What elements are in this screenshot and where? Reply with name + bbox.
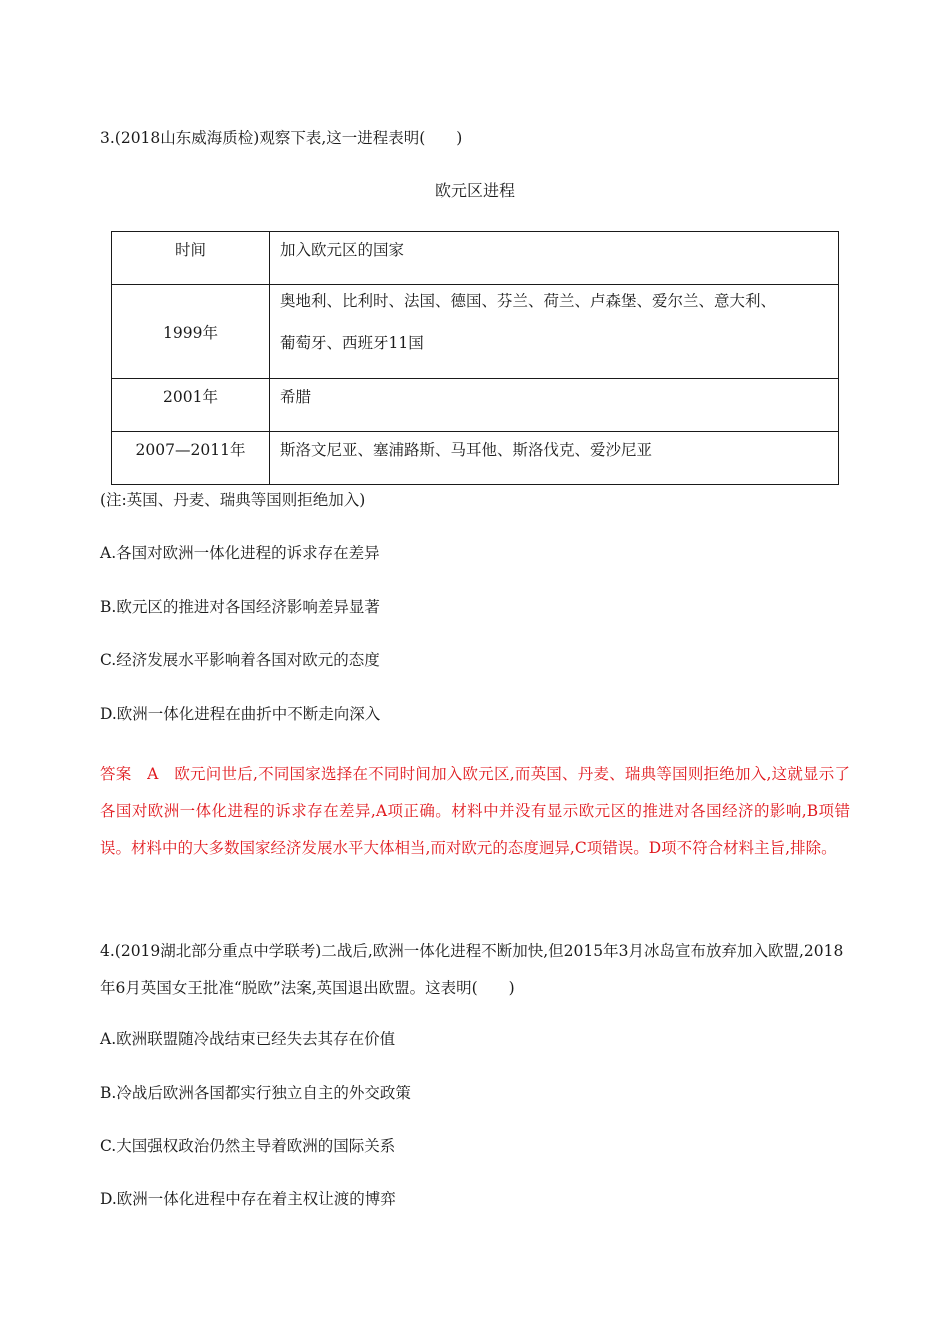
option-b: B.欧元区的推进对各国经济影响差异显著 [100, 598, 380, 616]
table-header-row [112, 232, 839, 285]
header-countries: 加入欧元区的国家 [270, 232, 839, 285]
table-row [112, 432, 839, 485]
row-countries: 斯洛文尼亚、塞浦路斯、马耳他、斯洛伐克、爱沙尼亚 [270, 432, 839, 485]
row-countries-line: 葡萄牙、西班牙11国 [280, 334, 424, 352]
question-3-stem: 3.(2018山东威海质检)观察下表,这一进程表明( ) [100, 129, 463, 147]
option-c: C.经济发展水平影响着各国对欧元的态度 [100, 651, 380, 669]
row-countries: 希腊 [270, 379, 839, 432]
table-row [112, 285, 839, 379]
option-d: D.欧洲一体化进程中存在着主权让渡的博弈 [100, 1190, 396, 1208]
table-row [112, 379, 839, 432]
row-countries-line: 奥地利、比利时、法国、德国、芬兰、荷兰、卢森堡、爱尔兰、意大利、 [280, 292, 777, 310]
row-time: 2001年 [112, 379, 270, 432]
table-caption: 欧元区进程 [434, 181, 515, 200]
option-c: C.大国强权政治仍然主导着欧洲的国际关系 [100, 1137, 396, 1155]
row-countries [270, 285, 839, 379]
question-4-stem: 4.(2019湖北部分重点中学联考)二战后,欧洲一体化进程不断加快,但2015年3月冰岛宣布放弃加入欧盟,2018年6月英国女王批准“脱欧”法案,英国退出欧盟。这表明( ) [100, 942, 844, 997]
option-d: D.欧洲一体化进程在曲折中不断走向深入 [100, 705, 381, 723]
eurozone-table [111, 231, 839, 485]
option-b: B.冷战后欧洲各国都实行独立自主的外交政策 [100, 1084, 411, 1102]
option-a: A.各国对欧洲一体化进程的诉求存在差异 [100, 544, 380, 562]
answer-explanation: 答案 A 欧元问世后,不同国家选择在不同时间加入欧元区,而英国、丹麦、瑞典等国则拒绝加入,这就显示了各国对欧洲一体化进程的诉求存在差异,A项正确。材料中并没有显示欧元区的推进对各国经济的影响,B项错误。材料中的大多数国家经济发展水平大体相当,而对欧元的态度迥异,C项错误。D项不符合材料主旨,排除。 [100, 765, 850, 857]
table-note: (注:英国、丹麦、瑞典等国则拒绝加入) [100, 491, 366, 509]
row-time: 1999年 [112, 285, 270, 379]
option-a: A.欧洲联盟随冷战结束已经失去其存在价值 [100, 1030, 396, 1048]
row-time: 2007—2011年 [112, 432, 270, 485]
header-time: 时间 [112, 232, 270, 285]
